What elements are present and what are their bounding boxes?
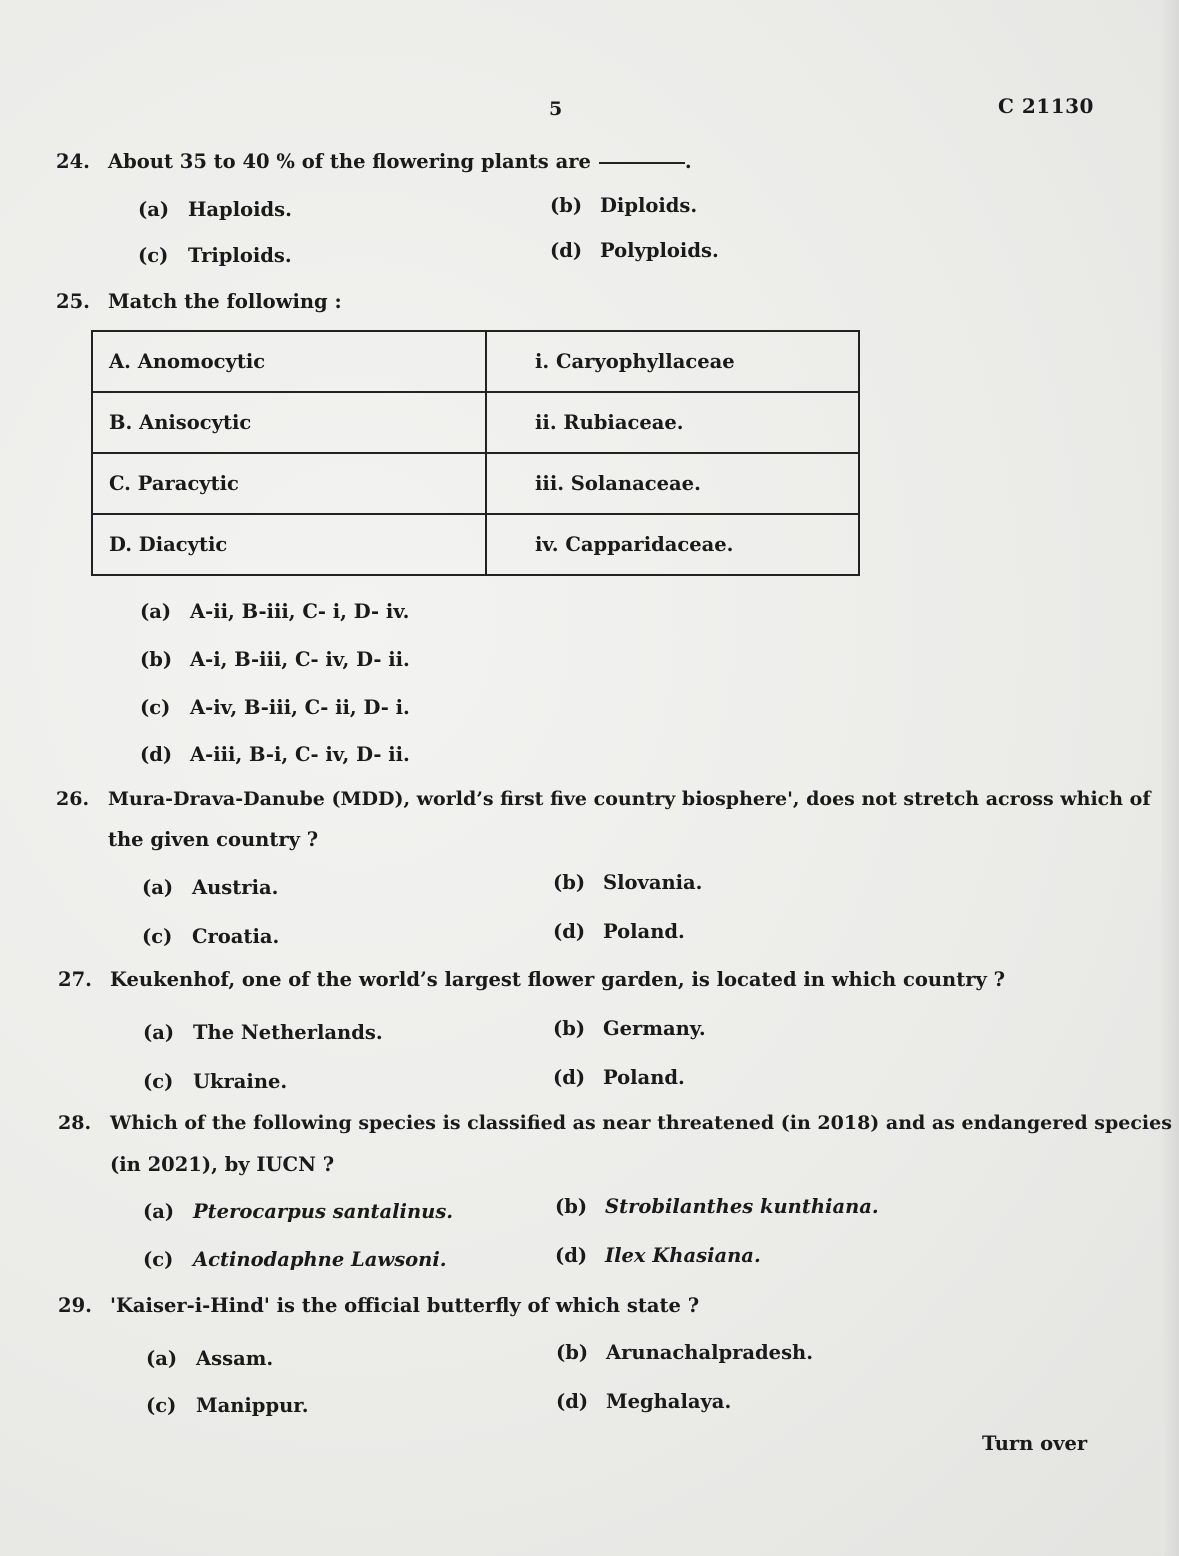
option-27c[interactable]: (c) Ukraine. xyxy=(143,1070,288,1093)
option-29b[interactable]: (b) Arunachalpradesh. xyxy=(556,1341,814,1364)
option-29c[interactable]: (c) Manippur. xyxy=(146,1394,309,1417)
option-28a[interactable]: (a) Pterocarpus santalinus. xyxy=(143,1200,454,1223)
option-24c[interactable]: (c) Triploids. xyxy=(138,244,292,267)
question-27 xyxy=(58,968,1005,991)
question-text: Keukenhof, one of the world’s largest flower garden, is located in which country ? xyxy=(110,968,1006,991)
turn-over-note: Turn over xyxy=(982,1432,1088,1455)
question-text: 'Kaiser-i-Hind' is the official butterfly of which state ? xyxy=(110,1294,700,1317)
question-29 xyxy=(58,1294,699,1317)
option-27b[interactable]: (b) Germany. xyxy=(553,1017,706,1040)
option-27a[interactable]: (a) The Netherlands. xyxy=(143,1021,383,1044)
table-cell: ii. Rubiaceae. xyxy=(486,392,859,453)
question-text: Which of the following species is classified as near threatened (in 2018) and as endangered species xyxy=(110,1112,1172,1134)
table-row xyxy=(92,453,859,514)
option-25c[interactable]: (c) A-iv, B-iii, C- ii, D- i. xyxy=(140,696,410,719)
question-number: 29. xyxy=(58,1294,92,1317)
option-25a[interactable]: (a) A-ii, B-iii, C- i, D- iv. xyxy=(140,600,410,623)
option-26c[interactable]: (c) Croatia. xyxy=(142,925,280,948)
question-26 xyxy=(56,788,1151,810)
table-row xyxy=(92,514,859,575)
table-cell: A. Anomocytic xyxy=(92,331,486,392)
table-cell: iv. Capparidaceae. xyxy=(486,514,859,575)
table-cell: C. Paracytic xyxy=(92,453,486,514)
question-number: 26. xyxy=(56,788,90,810)
question-number: 27. xyxy=(58,968,92,991)
question-text: About 35 to 40 % of the flowering plants are xyxy=(108,150,591,173)
question-number: 24. xyxy=(56,150,90,173)
option-26d[interactable]: (d) Poland. xyxy=(553,920,685,943)
question-26-continued: the given country ? xyxy=(108,828,319,851)
option-29d[interactable]: (d) Meghalaya. xyxy=(556,1390,732,1413)
option-25b[interactable]: (b) A-i, B-iii, C- iv, D- ii. xyxy=(140,648,410,671)
question-25 xyxy=(56,290,342,313)
option-24a[interactable]: (a) Haploids. xyxy=(138,198,292,221)
answer-blank xyxy=(599,162,685,164)
question-24 xyxy=(56,150,692,173)
page-edge xyxy=(1161,0,1179,1556)
match-table xyxy=(91,330,860,576)
option-28d[interactable]: (d) Ilex Khasiana. xyxy=(555,1244,761,1267)
table-cell: B. Anisocytic xyxy=(92,392,486,453)
table-cell: i. Caryophyllaceae xyxy=(486,331,859,392)
question-number: 28. xyxy=(58,1112,92,1134)
question-28 xyxy=(58,1112,1172,1134)
question-suffix: . xyxy=(684,150,692,173)
option-29a[interactable]: (a) Assam. xyxy=(146,1347,274,1370)
question-28-continued: (in 2021), by IUCN ? xyxy=(110,1153,335,1176)
question-text: Mura-Drava-Danube (MDD), world’s first five country biosphere', does not stretch across which of xyxy=(108,788,1151,810)
page-number: 5 xyxy=(549,98,563,120)
option-26a[interactable]: (a) Austria. xyxy=(142,876,279,899)
option-28b[interactable]: (b) Strobilanthes kunthiana. xyxy=(555,1195,879,1218)
table-cell: iii. Solanaceae. xyxy=(486,453,859,514)
option-26b[interactable]: (b) Slovania. xyxy=(553,871,703,894)
paper-code: C 21130 xyxy=(998,94,1094,118)
table-row xyxy=(92,331,859,392)
table-cell: D. Diacytic xyxy=(92,514,486,575)
option-24d[interactable]: (d) Polyploids. xyxy=(550,239,719,262)
question-text: Match the following : xyxy=(108,290,342,313)
option-27d[interactable]: (d) Poland. xyxy=(553,1066,685,1089)
option-25d[interactable]: (d) A-iii, B-i, C- iv, D- ii. xyxy=(140,743,410,766)
table-row xyxy=(92,392,859,453)
option-24b[interactable]: (b) Diploids. xyxy=(550,194,698,217)
question-number: 25. xyxy=(56,290,90,313)
option-28c[interactable]: (c) Actinodaphne Lawsoni. xyxy=(143,1248,447,1271)
